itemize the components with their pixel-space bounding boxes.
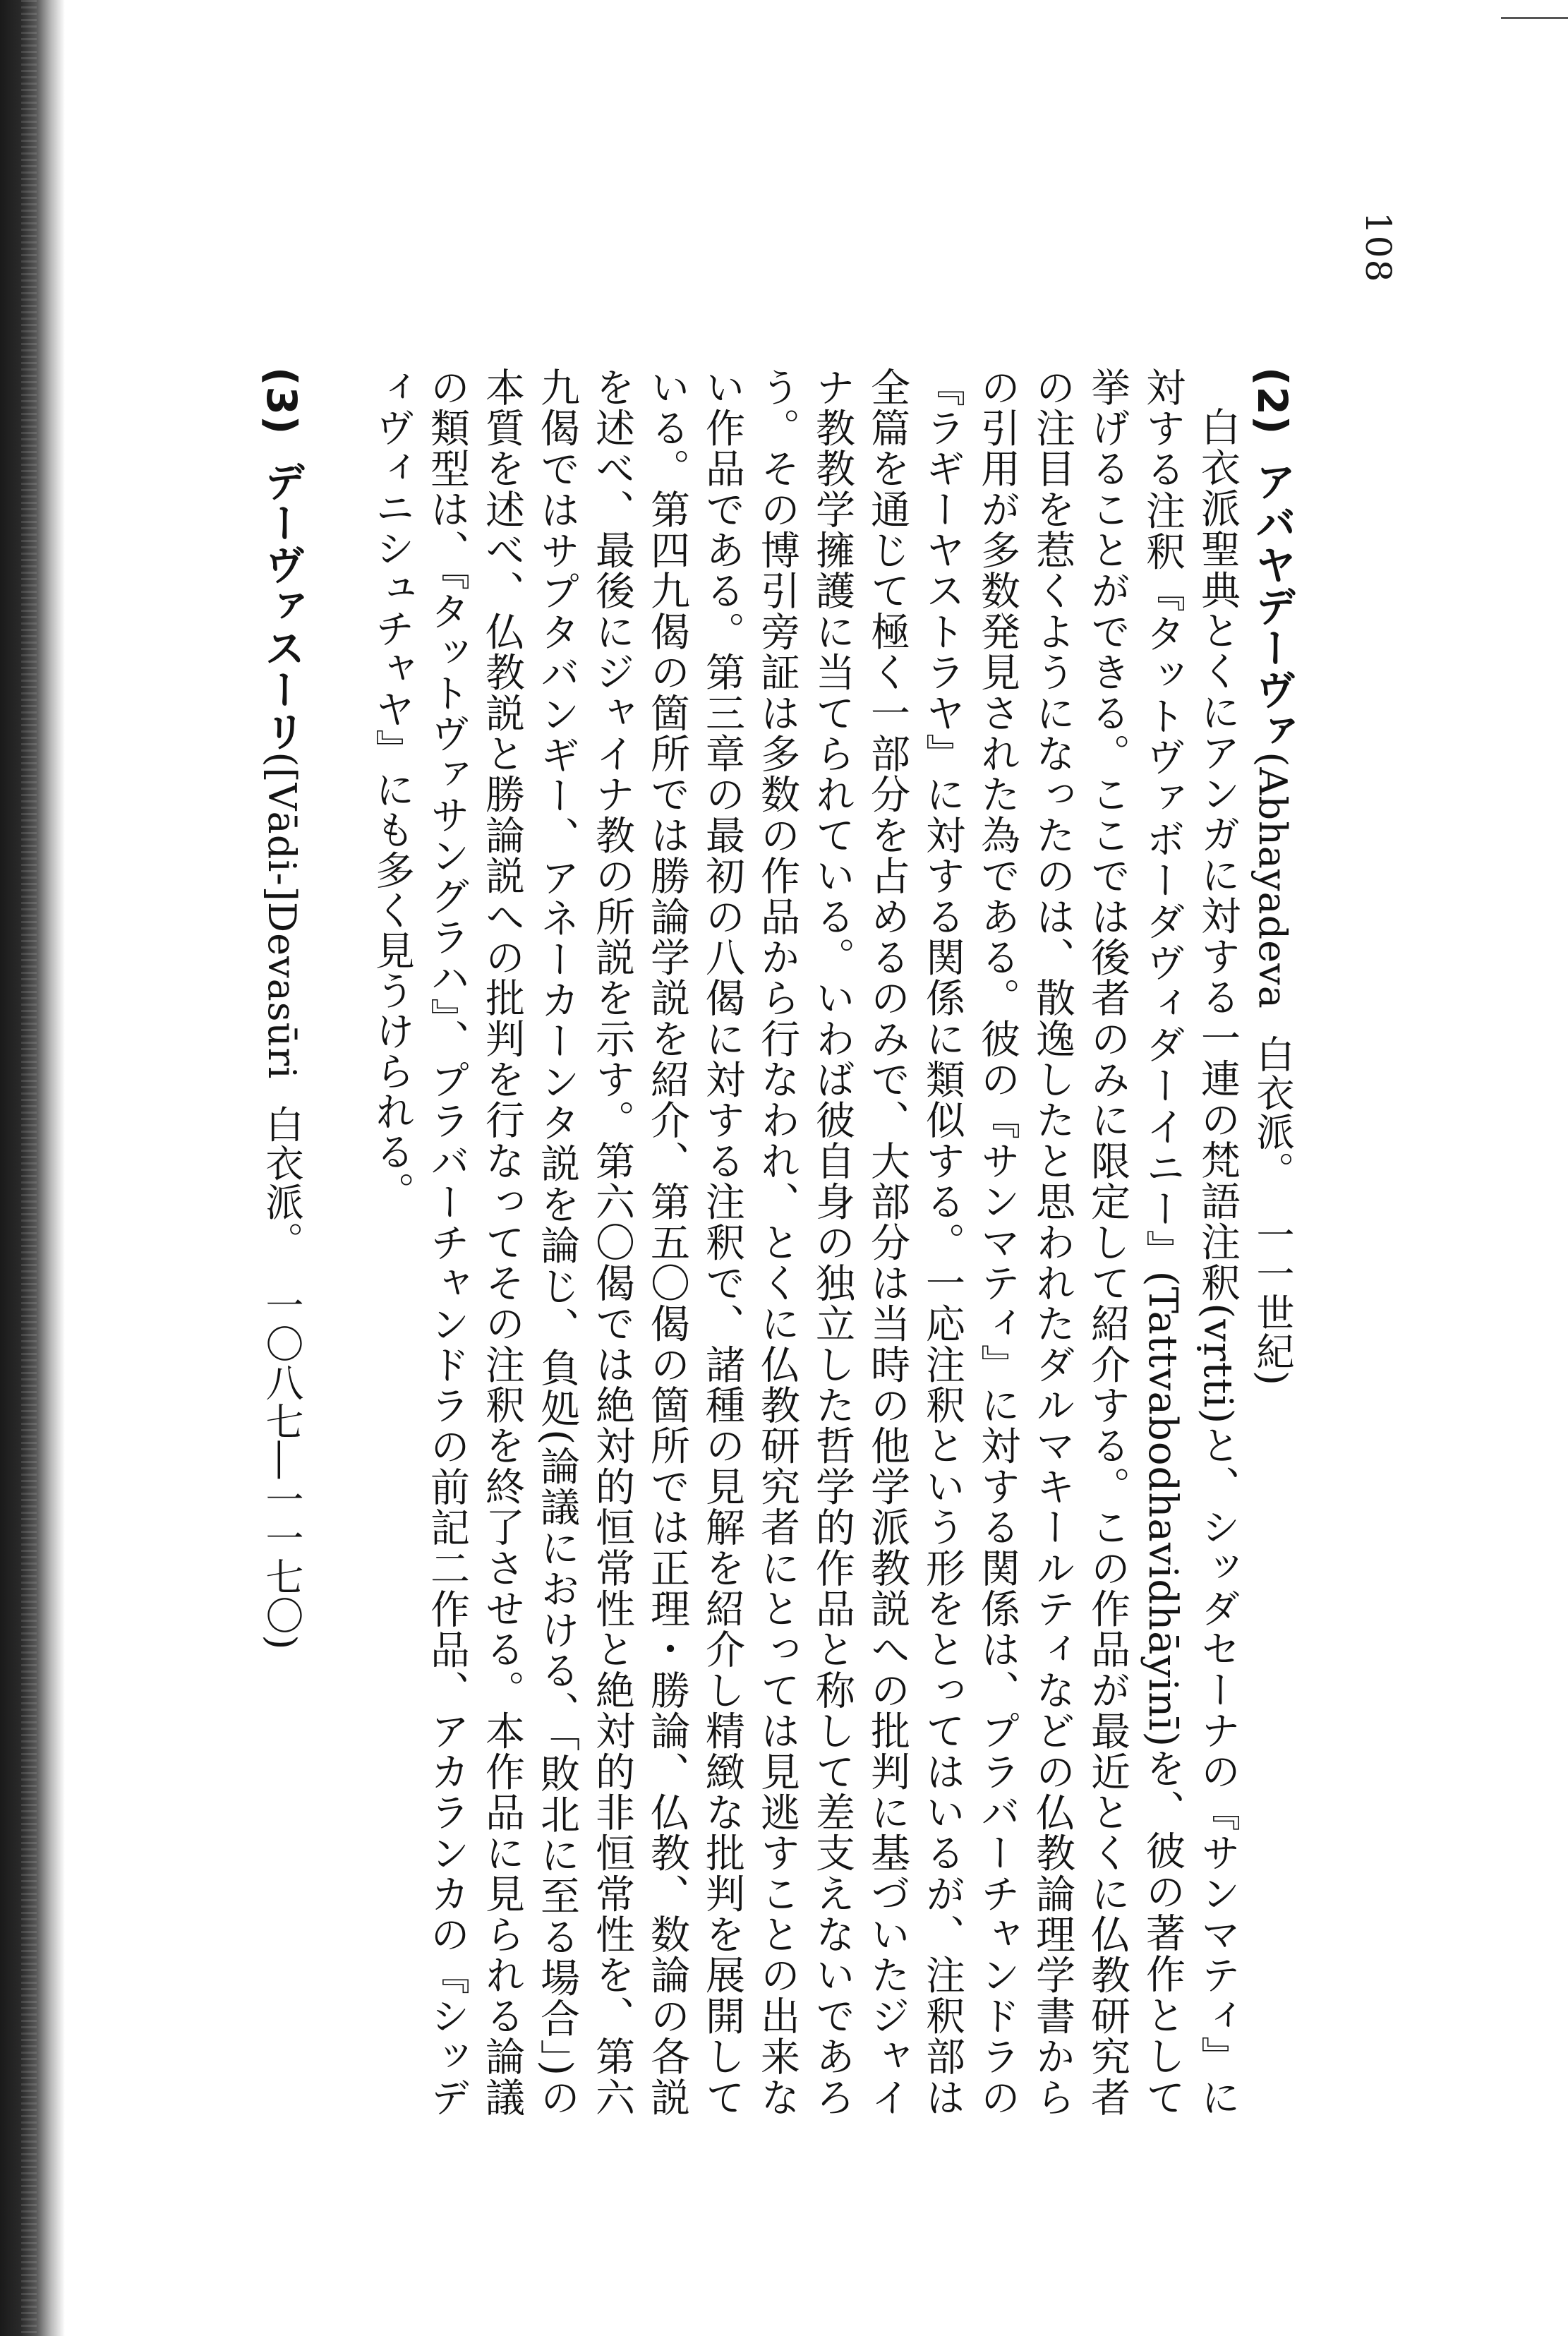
section-romanized-name: ([Vādi-]Devasūri [260,752,304,1080]
section-heading-devasuri [254,367,309,2117]
section-title: デーヴァスーリ [258,460,306,752]
section-sect: 白衣派。 [1250,1034,1295,1190]
section-number: (2) [1248,367,1296,435]
section-title: アバヤデーヴァ [1248,460,1296,752]
section-date: 一〇八七―一一七〇) [260,1285,304,1651]
section-sect: 白衣派。 [260,1104,304,1260]
section-date: 一一世紀) [1250,1215,1295,1386]
section-paragraph: 白衣派聖典とくにアンガに対する一連の梵語注釈(vṛtti)と、シッダセーナの『サンマティ』に対する注釈『タットヴァボーダヴィダーイニー』(Tattvabodhavidhāyinī)を、彼の著作として挙げることができる。ここでは後者のみに限定して紹介する。この作品が最近とくに仏教研究者の注目を惹くようになったのは、散逸したと思われたダルマキールティなどの仏教論理学書からの引用が多数発見された為である。彼の『サンマティ』に対する関係は、プラバーチャンドラの『ラギーヤストラヤ』に対する関係に類似する。一応注釈という形をとってはいるが、注釈部は全篇を通じて極く一部分を占めるのみで、大部分は当時の他学派教説への批判に基づいたジャイナ教教学擁護に当てられている。いわば彼自身の独立した哲学的作品と称して差支えないであろう。その博引旁証は多数の作品から行なわれ、とくに仏教研究者にとっては見逃すことの出来ない作品である。第三章の最初の八偈に対する注釈で、諸種の見解を紹介し精緻な批判を展開している。第四九偈の箇所では勝論学説を紹介、第五〇偈の箇所では正理・勝論、仏教、数論の各説を述べ、最後にジャイナ教の所説を示す。第六〇偈では絶対的恒常性と絶対的非恒常性を、第六九偈ではサプタバンギー、アネーカーンタ説を論じ、負処(論議における、「敗北に至る場合」)の本質を述べ、仏教説と勝論説への批判を行なってその注釈を終了させる。本作品に見られる論議の類型は、『タットヴァサングラハ』、プラバーチャンドラの前記二作品、アカランカの『シッディヴィニシュチャヤ』にも多く見うけられる。 [369,367,1241,2118]
section-romanized-name: (Abhayadeva [1250,752,1295,1009]
scan-binding-edge [0,0,65,2336]
page-body [255,367,1300,2117]
section-divider [309,367,364,2117]
page-number: 108 [1358,212,1399,284]
scan-edge-mark [1501,17,1568,19]
section-heading-abhayadeva [1245,367,1300,2117]
section-number: (3) [258,367,306,435]
